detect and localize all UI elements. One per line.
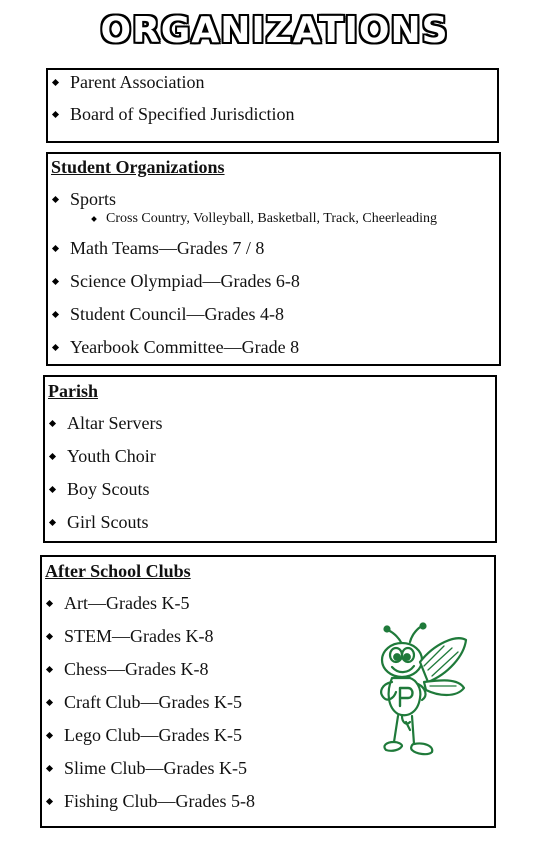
list-item-label: Chess—Grades K-8 (64, 659, 209, 679)
list-item-label: Student Council—Grades 4-8 (70, 304, 284, 324)
list-item-label: Boy Scouts (67, 479, 150, 499)
list-item (53, 189, 116, 210)
list-item-label: Science Olympiad—Grades 6-8 (70, 271, 300, 291)
list-item-label: Fishing Club—Grades 5-8 (64, 791, 255, 811)
list-item (53, 104, 294, 125)
bullet-icon (46, 732, 53, 739)
bullet-icon (52, 344, 59, 351)
list-item (47, 626, 213, 647)
section-heading: After School Clubs (45, 561, 191, 581)
student-organizations-box (46, 152, 501, 366)
bullet-icon (52, 278, 59, 285)
bullet-icon (46, 798, 53, 805)
section-heading: Parish (48, 381, 99, 401)
bullet-icon (52, 111, 59, 118)
list-item-label: Yearbook Committee—Grade 8 (70, 337, 300, 357)
bullet-icon (49, 519, 56, 526)
bullet-icon (49, 453, 56, 460)
bullet-icon (46, 600, 53, 607)
section-heading: Student Organizations (51, 157, 225, 177)
bullet-icon (49, 486, 56, 493)
list-item-label: Sports (70, 189, 117, 209)
list-item-label: Youth Choir (67, 446, 156, 466)
page-title: ORGANIZATIONS (100, 10, 449, 51)
list-item (47, 791, 255, 812)
list-item (53, 72, 204, 93)
bullet-icon (52, 245, 59, 252)
list-item (47, 758, 247, 779)
bullet-icon (52, 196, 59, 203)
list-item-label: Math Teams—Grades 7 / 8 (70, 238, 265, 258)
bullet-icon (49, 420, 56, 427)
list-item (53, 304, 284, 325)
sub-list-item (92, 211, 437, 227)
list-item (50, 479, 150, 500)
list-item-label: Parent Association (70, 72, 205, 92)
list-item-label: Lego Club—Grades K-5 (64, 725, 242, 745)
bullet-icon (46, 765, 53, 772)
list-item (47, 692, 242, 713)
list-item (47, 725, 242, 746)
bullet-icon (91, 216, 97, 222)
list-item-label: Art—Grades K-5 (64, 593, 190, 613)
list-item (53, 271, 300, 292)
list-item (47, 659, 208, 680)
bullet-icon (46, 666, 53, 673)
bullet-icon (52, 79, 59, 86)
sub-list-item-label: Cross Country, Volleyball, Basketball, Track, Cheerleading (106, 211, 438, 226)
list-item (53, 337, 299, 358)
list-item-label: Girl Scouts (67, 512, 149, 532)
list-item-label: Craft Club—Grades K-5 (64, 692, 242, 712)
list-item (53, 238, 264, 259)
list-item (47, 593, 189, 614)
list-item-label: Slime Club—Grades K-5 (64, 758, 247, 778)
list-item (50, 512, 149, 533)
list-item-label: Altar Servers (67, 413, 163, 433)
list-item-label: Board of Specified Jurisdiction (70, 104, 295, 124)
bullet-icon (52, 311, 59, 318)
list-item-label: STEM—Grades K-8 (64, 626, 214, 646)
list-item (50, 446, 156, 467)
bullet-icon (46, 699, 53, 706)
bullet-icon (46, 633, 53, 640)
list-item (50, 413, 162, 434)
hornet-mascot-icon (372, 622, 472, 762)
